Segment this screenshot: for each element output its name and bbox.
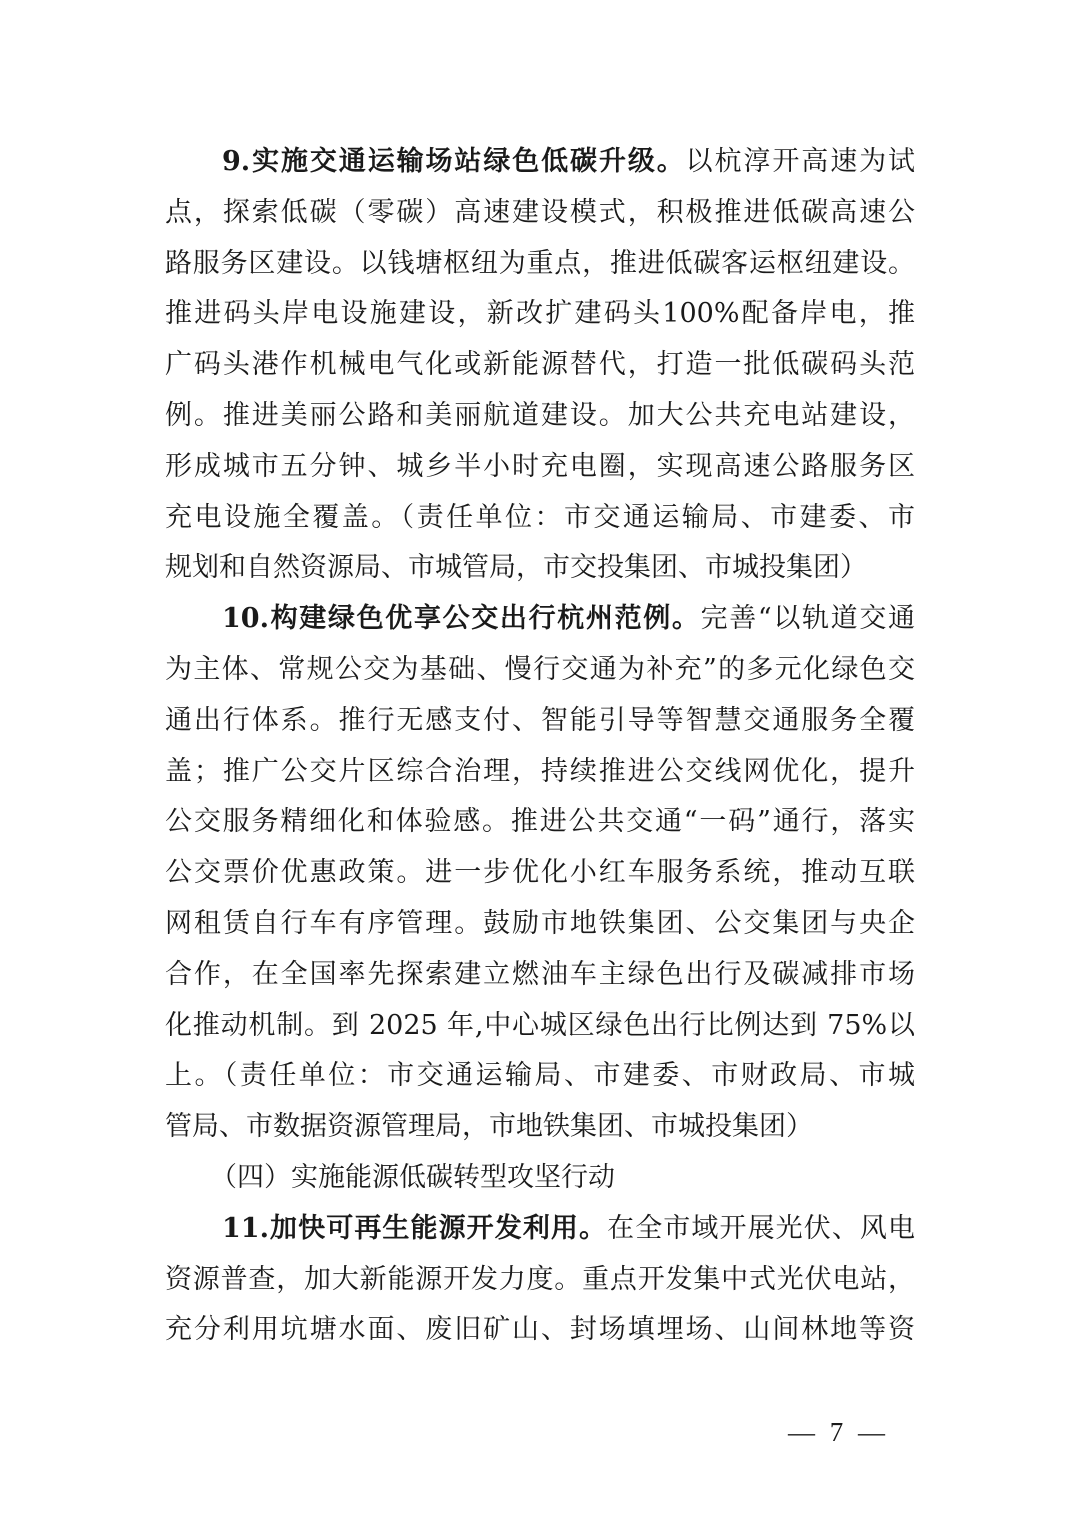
line-text: 上。（责任单位：市交通运输局、市建委、市财政局、市城 <box>165 1060 915 1092</box>
line-text: 管局、市数据资源管理局，市地铁集团、市城投集团） <box>165 1111 813 1143</box>
text-line <box>165 696 915 747</box>
line-text: 为主体、常规公交为基础、慢行交通为补充”的多元化绿色交 <box>165 653 915 685</box>
line-text: 合作，在全国率先探索建立燃油车主绿色出行及碳减排市场 <box>165 958 915 990</box>
text-line <box>165 594 915 645</box>
text-line <box>165 797 915 848</box>
page-number: — 7 — <box>788 1417 889 1447</box>
text-line <box>165 1001 915 1052</box>
text-line <box>165 1305 915 1356</box>
line-text: 点，探索低碳（零碳）高速建设模式，积极推进低碳高速公 <box>165 196 915 228</box>
text-line <box>165 188 915 239</box>
paragraph <box>165 137 915 594</box>
paragraph-lead: 9.实施交通运输场站绿色低碳升级。 <box>222 146 686 177</box>
text-line <box>165 543 915 594</box>
paragraph <box>165 1204 915 1356</box>
line-text: 完善“以轨道交通 <box>700 603 915 635</box>
text-line <box>165 848 915 899</box>
line-text: 在全市域开展光伏、风电 <box>607 1212 916 1244</box>
text-line <box>165 899 915 950</box>
text-line <box>165 950 915 1001</box>
line-text: 广码头港作机械电气化或新能源替代，打造一批低碳码头范 <box>165 349 915 381</box>
text-line <box>165 239 915 290</box>
text-line <box>165 493 915 544</box>
text-line <box>165 137 915 188</box>
line-text: 推进码头岸电设施建设，新改扩建码头100%配备岸电，推 <box>165 298 915 330</box>
text-line <box>165 1255 915 1306</box>
line-text: 例。推进美丽公路和美丽航道建设。加大公共充电站建设， <box>165 399 915 431</box>
text-line <box>165 1102 915 1153</box>
text-line <box>165 340 915 391</box>
line-text: 形成城市五分钟、城乡半小时充电圈，实现高速公路服务区 <box>165 450 915 482</box>
paragraph <box>165 594 915 1153</box>
line-text: 网租赁自行车有序管理。鼓励市地铁集团、公交集团与央企 <box>165 907 915 939</box>
line-text: 公交服务精细化和体验感。推进公共交通“一码”通行，落实 <box>165 806 915 838</box>
line-text: 充电设施全覆盖。（责任单位：市交通运输局、市建委、市 <box>165 501 915 533</box>
text-line <box>165 391 915 442</box>
line-text: 化推动机制。到 2025 年,中心城区绿色出行比例达到 75%以 <box>165 1009 915 1041</box>
line-text: 资源普查，加大新能源开发力度。重点开发集中式光伏电站， <box>165 1263 915 1295</box>
line-text: 通出行体系。推行无感支付、智能引导等智慧交通服务全覆 <box>165 704 915 736</box>
text-line <box>165 1204 915 1255</box>
section-heading: （四）实施能源低碳转型攻坚行动 <box>210 1161 615 1193</box>
line-text: 盖；推广公交片区综合治理，持续推进公交线网优化，提升 <box>165 755 915 787</box>
text-line <box>165 645 915 696</box>
text-line <box>165 747 915 798</box>
line-text: 路服务区建设。以钱塘枢纽为重点，推进低碳客运枢纽建设。 <box>165 247 915 279</box>
text-line <box>165 289 915 340</box>
document-body <box>165 137 915 1356</box>
text-line <box>165 442 915 493</box>
line-text: 充分利用坑塘水面、废旧矿山、封场填埋场、山间林地等资 <box>165 1314 915 1346</box>
paragraph-lead: 10.构建绿色优享公交出行杭州范例。 <box>222 603 701 635</box>
text-line <box>165 1051 915 1102</box>
line-text: 以杭淳开高速为试 <box>685 146 916 177</box>
section-heading-block <box>165 1153 915 1204</box>
paragraph-lead: 11.加快可再生能源开发利用。 <box>222 1212 608 1244</box>
line-text: 规划和自然资源局、市城管局，市交投集团、市城投集团） <box>165 552 867 584</box>
line-text: 公交票价优惠政策。进一步优化小红车服务系统，推动互联 <box>165 857 915 889</box>
